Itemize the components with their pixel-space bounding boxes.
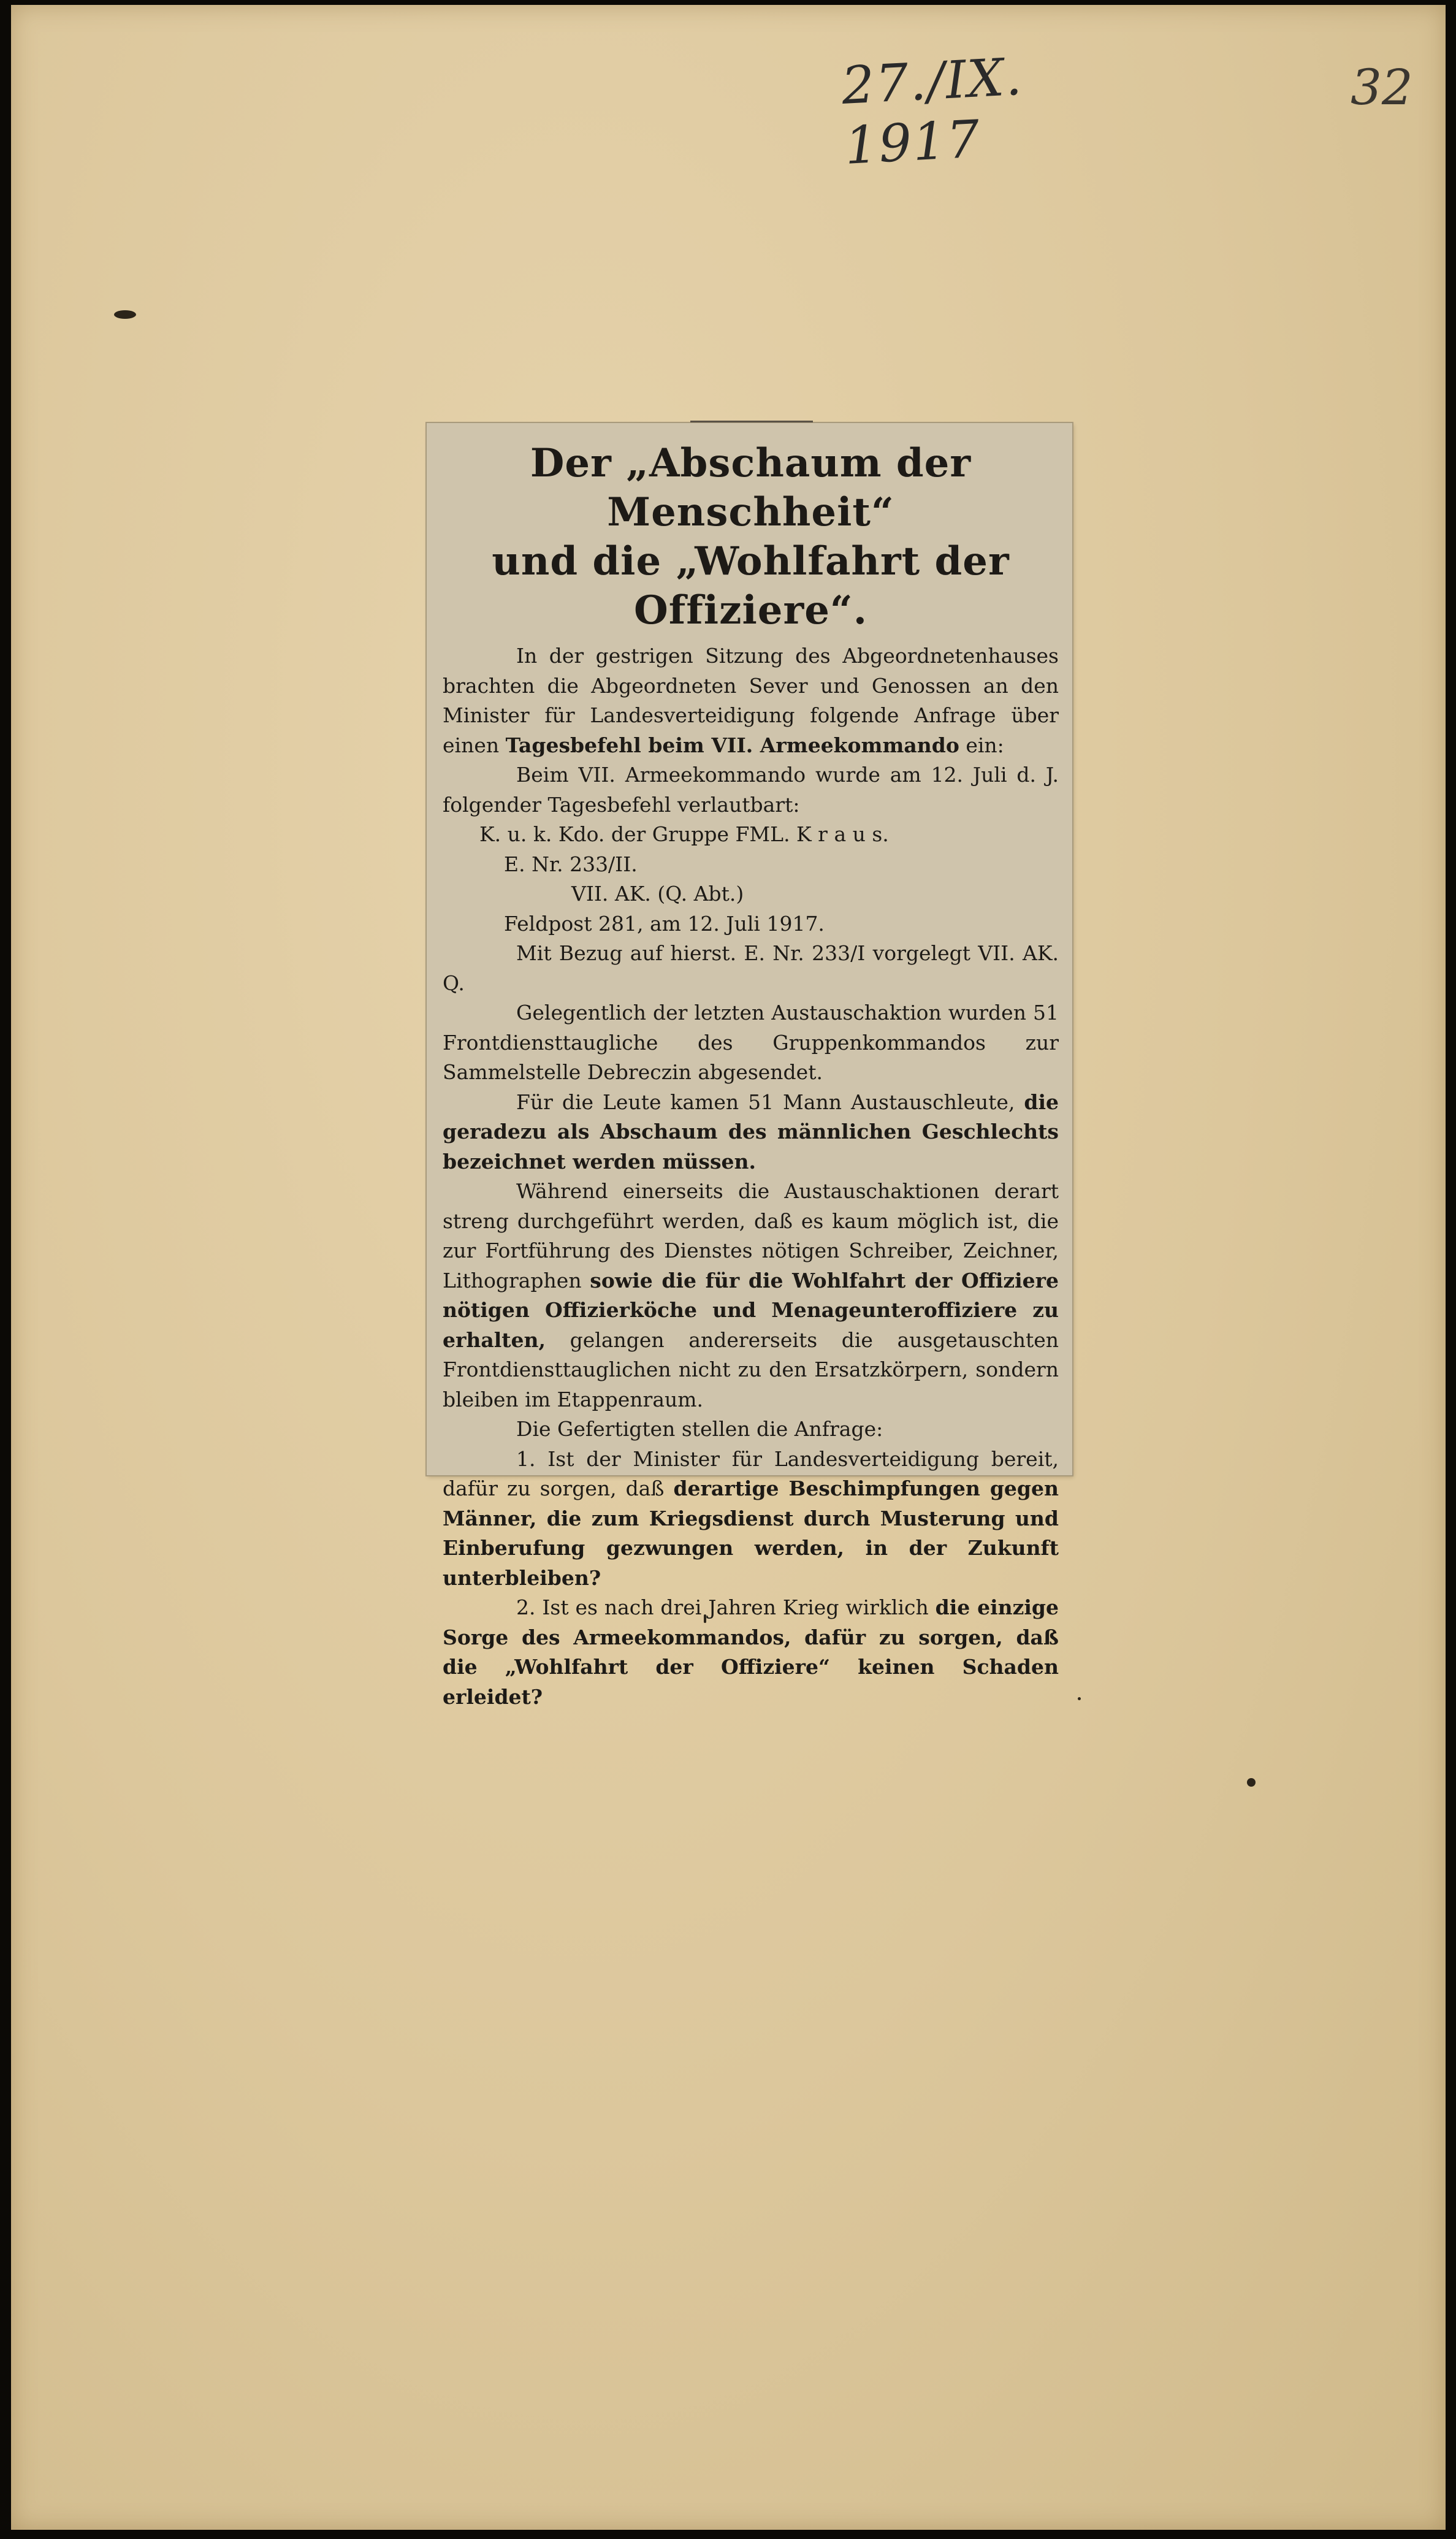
question-2-bold: die einzige Sorge des Armeekommandos, dafür zu sorgen, daß die „Wohlfahrt der Offiziere“ keinen Schaden erleidet? [443,1595,1059,1709]
clipping-headline [443,439,1059,635]
headline-line-1: Der „Abschaum der Menschheit“ [530,440,972,535]
intro-bold: Tagesbefehl beim VII. Armeekommando [505,733,959,757]
newspaper-clipping [427,423,1072,1709]
paragraph-abschaum [443,1088,1059,1177]
stain-spot [1247,1778,1256,1787]
order-line-feldpost: Feldpost 281, am 12. Juli 1917. [504,911,825,936]
paragraph-question-2 [443,1593,1059,1712]
question-2-text: 2. Ist es nach drei Jahren Krieg wirklich [516,1595,936,1619]
stain-spot [1078,1697,1081,1700]
paragraph-exchange: Gelegentlich der letzten Austauschaktion wurden 51 Frontdiensttaugliche des Gruppenkommandos zur Sammelstelle Debreczin abgesendet. [443,1001,1059,1084]
officers-bold: sowie die für die Wohlfahrt der Offiziere nötigen Offizierköche und Menageunteroffiziere zu erhalten, [443,1268,1059,1352]
order-line-number: E. Nr. 233/II. [504,852,638,876]
paragraph-officers [443,1177,1059,1415]
abschaum-bold: die geradezu als Abschaum des männlichen Geschlechts bezeichnet werden müssen. [443,1090,1059,1174]
archive-sheet [11,5,1446,2530]
handwritten-date: 27./IX. 1917 [840,46,1024,176]
order-line-reference: Mit Bezug auf hierst. E. Nr. 233/I vorgelegt VII. AK. Q. [443,941,1059,995]
paragraph-order: Beim VII. Armeekommando wurde am 12. Juli d. J. folgender Tagesbefehl verlautbart: [443,763,1059,817]
handwritten-page-number: 32 [1351,59,1413,116]
question-1-text: 1. Ist der Minister für Landesverteidigung bereit, dafür zu sorgen, daß [443,1446,1059,1500]
paragraph-intro [443,641,1059,760]
question-1-bold: derartige Beschimpfungen gegen Männer, die zum Kriegsdienst durch Musterung und Einberufung gezwungen werden, in der Zukunft unterbleiben? [443,1476,1059,1590]
headline-line-2: und die „Wohlfahrt der Offiziere“. [492,538,1010,633]
clipping-rule [690,421,813,422]
order-line-corps: VII. AK. (Q. Abt.) [571,882,744,906]
paragraph-question-1 [443,1445,1059,1594]
officers-end: gelangen andererseits die ausgetauschten Frontdiensttauglichen nicht zu den Ersatzkörpern, sondern bleiben im Etappenraum. [443,1327,1059,1411]
stain-spot [114,310,136,319]
abschaum-text: Für die Leute kamen 51 Mann Austauschleute, [516,1090,1024,1114]
order-line-command: K. u. k. Kdo. der Gruppe FML. K r a u s. [479,822,889,846]
officers-text: Während einerseits die Austauschaktionen derart streng durchgeführt werden, daß es kaum möglich ist, die zur Fortführung des Dienstes nötigen Schreiber, Zeichner, Lithographen [443,1179,1059,1292]
paragraph-question-intro: Die Gefertigten stellen die Anfrage: [516,1417,883,1441]
intro-end: ein: [959,733,1004,757]
intro-text: In der gestrigen Sitzung des Abgeordnetenhauses brachten die Abgeordneten Sever und Genossen an den Minister für Landesverteidigung folgende Anfrage über einen [443,644,1059,757]
